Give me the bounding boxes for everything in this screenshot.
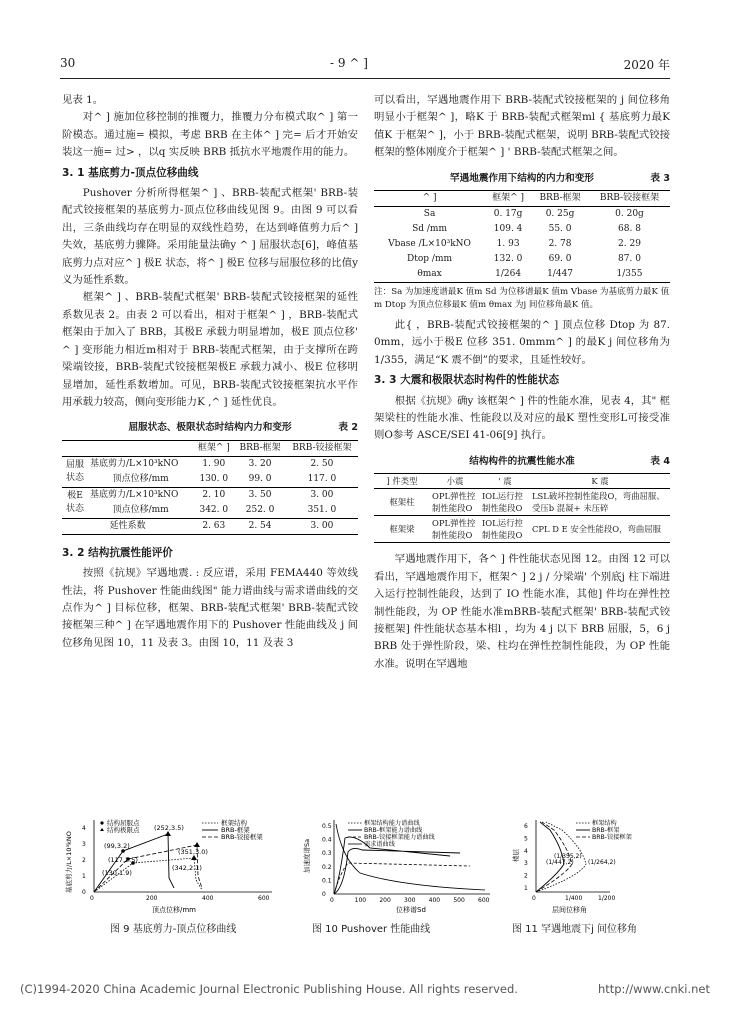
table2-cell: 3. 00 [310,520,334,531]
table3-header: BRB-框架 [531,191,589,207]
fig11-ylabel: 楼层 [512,849,520,862]
figure-10-chart [300,818,495,916]
table3-cell: 2. 29 [618,239,641,250]
table2-label: 顶点位移/mm [112,504,169,515]
left-p1: 对^ ] 施加位移控制的推覆力，推覆力分布模式取^ ] 第一阶模态。通过施= 模拟，考虑 BRB 在主体^ ] 完= 后才开始安装这一施= 过> ，以q 实反映 BRB 抵抗水平地震作用的能力。 [62,111,358,159]
table2-label: 基底剪力/L×10³kNO [90,458,179,469]
fig9-xtick: 600 [258,895,270,902]
left-p4: 按照《抗规》罕遇地震. : 反应谱，采用 FEMA440 等效线性法，将 Pushover 性能曲线图" 能力谱曲线与需求谱曲线的交点作为^ ] 目标位移，框架、BRB-装配式框架' BRB-装配式铰接框架三种^ ] 在罕遇地震作用下的 Pushover 性能曲线及 j 间位移角见图 10，11 及表 3。由图 10，11 及表 3 [62,567,358,649]
table2-cell: 2. 63 [202,520,226,531]
table2-header [62,440,193,456]
issue-year: 2020 年 [623,58,670,72]
table4-cell: OPL弹性控制性能段O [432,518,476,541]
table2-number: 表 2 [338,422,358,434]
table-row [374,516,670,543]
table-row [62,472,358,488]
table2-cell: 3. 20 [248,458,272,469]
fig10-legend-item: 框架结构能力谱曲线 [364,820,420,827]
table4-cell: IOL运行控制性能段O [482,518,523,541]
fig10-legend-item: BRB-框架能力谱曲线 [364,827,423,834]
table-row [374,252,670,267]
table2-cell: 2. 10 [202,489,226,500]
fig9-legend-marker [100,821,103,824]
table3-header: 框架^ ] [485,191,531,207]
figure-11-chart [510,818,672,916]
table4-cell: OPL弹性控制性能段O [432,491,476,514]
fig10-xtick: 0 [330,897,334,904]
table3-cell: 1/447 [547,269,574,280]
table3-cell: 55. 0 [548,224,572,235]
header-rule [60,78,670,79]
table-row [374,267,670,283]
table3-cell: 132. 0 [493,254,523,265]
fig10-legend-item: BRB-铰接框架能力谱曲线 [364,834,435,841]
table2-cell: 3. 00 [310,489,334,500]
table3-label: Dtop /mm [407,254,453,265]
right-column [374,92,670,673]
table4-header: K 震 [530,474,670,489]
journal-title: - 9 ^ ] [330,56,368,70]
fig9-annotation: (99,3.2) [104,842,130,850]
table2-header: BRB-铰接框架 [286,440,358,456]
table3-cell: 2. 78 [548,239,572,250]
left-p3: 框架^ ] 、BRB-装配式框架' BRB-装配式铰接框架的延性系数见表 2。由表 2 可以看出，相对于框架^ ] ，BRB-装配式框架由于加入了 BRB，其极E 承载力明显增加，极E 顶点位移' ^ ] 变形能力相近m相对于 BRB-装配式框架，由于支撑所在跨梁端铰接，BRB-装配式铰接框架极E 承载力减小、极E 位移明显增加，延性系数增加。可见，BRB-装配式铰接框架抗水平作用承载力较高，侧向变形能力K ,^ ] 延性优良。 [62,291,358,408]
table2-header: 框架^ ] [193,440,234,456]
fig9-ytick: 2 [82,857,86,864]
table2-cell: 351. 0 [307,504,337,515]
table3-label: Sa [423,209,436,220]
table2-cell: 2. 54 [248,520,272,531]
table2-label: 基底剪力/L×10³kNO [90,489,179,500]
fig9-ylabel: 基底剪力/L×10³kNO [65,831,73,893]
fig11-ytick: 5 [524,835,528,843]
fig9-xtick: 200 [146,895,158,902]
table3-cell: 1/355 [616,269,643,280]
fig10-ytick: 0.1 [322,877,332,885]
table2-cell: 342. 0 [199,504,229,515]
fig10-xtick: 100 [354,897,367,904]
fig10-xtick: 300 [404,897,416,904]
table2-cell: 130. 0 [199,473,229,484]
table3-label: Sd /mm [412,224,447,235]
fig11-annotation: (1/447,2) [546,859,574,866]
table2-header: BRB-框架 [234,440,286,456]
fig11-xlabel: 层间位移角 [552,906,587,914]
table3-cell: 87. 0 [618,254,641,265]
table4-caption [374,453,670,470]
fig9-ultimate-point [194,842,200,847]
fig11-ytick: 4 [524,847,528,855]
table2-cell: 1. 90 [202,458,226,469]
table4-label: 框架柱 [389,497,415,508]
fig10-ytick: 0.3 [322,850,332,858]
table4-header: 小震 [430,474,480,489]
table3-cell: 0. 25g [545,209,575,220]
table4-cell: IOL运行控制性能段O [482,491,523,514]
table3-header: ^ ] [374,191,485,207]
left-p2: Pushover 分析所得框架^ ] 、BRB-装配式框架' BRB-装配式铰接框架的基底剪力-顶点位移曲线见图 9。由图 9 可以看出，三条曲线均存在明显的双线性趋势，在达到峰值剪力后^ ] 失效，基底剪力骤降。采用能量法确y ^ ] 屈服状态[6]，峰值基底剪力点对应^ ] 极E 状态，将^ ] 极E 位移与屈服位移的比值y 义为延性系数。 [62,187,358,287]
table3-header: BRB-铰接框架 [589,191,670,207]
page-number: 30 [60,56,76,70]
fig10-xtick: 600 [478,897,490,904]
cnki-link[interactable]: http://www.cnki.net [597,982,710,996]
table4-label: 框架梁 [389,524,415,535]
fig10-ytick: 0.4 [322,836,332,844]
fig9-annotation: (117,2.5) [108,856,138,864]
fig9-annotation: (342,2.1) [172,864,202,872]
copyright-text: (C)1994-2020 China Academic Journal Electronic Publishing House. All rights reserved. [20,982,518,996]
table3-label: θmax [417,269,442,280]
table3-cell: 0. 17g [493,209,523,220]
running-header [60,56,670,76]
table3-caption [374,170,670,187]
table-row [62,487,358,503]
table4-cell: LSL破坏控制性能段O，弯曲屈服、受压b 混凝+ 未压碎 [532,491,665,514]
right-p3: 根据《抗规》确y 该框架^ ] 件的性能水准，见表 4，其" 框架梁柱的性能水准、性能段以及对应的最K 塑性变形L可接受准则O参考 ASCE/SEI 41-06[9] 执行。 [374,394,670,442]
fig11-ytick: 3 [524,860,528,868]
section-3-3-heading: 3. 3 大震和极限状态时构件的性能状态 [374,374,560,387]
table2-cell: 99. 0 [248,473,272,484]
fig10-xtick: 500 [453,897,465,904]
figure-11-caption: 图 11 罕遇地震下j 间位移角 [512,924,638,935]
table3-cell: 1/264 [495,269,522,280]
table4-header: ' 震 [480,474,530,489]
table-row [62,503,358,519]
fig11-ytick: 6 [524,823,528,830]
table3-cell: 68. 8 [618,224,641,235]
table4-title: 结构构件的抗震性能水准 [469,455,575,467]
fig11-xtick: 1/400 [565,895,583,902]
fig10-ylabel: 加速度谱Sa [303,838,311,873]
fig10-ytick: 0.5 [322,823,332,830]
table4-header: ] 件类型 [374,474,430,489]
fig9-ytick: 3 [82,841,86,848]
section-3-1-heading: 3. 1 基底剪力-顶点位移曲线 [62,166,199,179]
fig11-legend [576,819,632,841]
table3-cell: 69. 0 [548,254,572,265]
fig9-legend-item: 结构极限点 [107,826,140,834]
table-row [62,518,358,534]
fig10-legend-item: 需求谱曲线 [364,841,395,848]
fig9-xtick: 400 [202,895,214,902]
fig11-ytick: 1 [524,885,528,892]
fig10-xtick: 400 [428,897,441,904]
table3-cell: 0. 20g [615,209,644,220]
table3-number: 表 3 [650,172,670,184]
fig11-annotation: (1/355,2) [554,853,582,860]
fig9-legend-item: 框架结构 [221,819,247,827]
fig10-ytick: 0.2 [322,863,332,871]
left-p0: 见表 1。 [62,94,104,106]
figure-10-caption: 图 10 Pushover 性能曲线 [312,924,431,935]
fig9-ytick: 4 [82,825,86,832]
table4-cell: CPL D E 安全性能段O，弯曲屈服 [532,524,662,535]
table2-cell: 2. 50 [310,458,334,469]
table4-number: 表 4 [650,455,670,467]
table2-label: 延性系数 [109,520,146,531]
table2-caption [62,419,358,436]
fig11-ytick: 2 [524,872,528,880]
figure-9-caption: 图 9 基底剪力-顶点位移曲线 [110,924,237,935]
fig11-annotation: (1/264,2) [588,859,616,866]
fig10-ytick: 0 [322,891,326,898]
table3-title: 罕遇地震作用下结构的内力和变形 [450,172,594,184]
table-row [62,456,358,472]
table-4 [374,473,670,543]
table2-cell: 117. 0 [307,473,337,484]
fig10-xlabel: 位移谱Sd [396,906,426,914]
table-row [374,222,670,237]
fig11-legend-item: BRB-铰接框架 [592,834,632,841]
table2-cell: 252. 0 [245,504,275,515]
right-p4: 罕遇地震作用下，各^ ] 件性能状态见图 12。由图 12 可以看出，罕遇地震作用下，框架^ ] 2 j / 分梁端' 个别底j 柱下端进入运行控制性能段，达到了 IO 性能水准，其他] 件均在弹性控制性能段，为 OP 性能水准mBRB-装配式框架' BRB-装配式铰接框架] 件性能状态基本相l ，均为 4 j 以下 BRB 屈服，5，6 j BRB 处于弹性阶段，梁、柱均在弹性控制性能段，为 OP 性能水准。说明在罕遇地 [374,553,670,670]
fig10-xtick: 200 [379,897,391,904]
fig9-ytick: 0 [82,889,86,896]
table3-note: 注：Sa 为加速度谱最K 值m Sd 为位移谱最K 值m Vbase 为基底剪力最K 值m Dtop 为顶点位移最K 值m θmax 为j 间位移角最K 值。 [374,287,670,310]
table3-cell: 1. 93 [496,239,520,250]
fig11-legend-item: BRB-框架 [592,827,620,834]
figure-9-chart [62,818,277,916]
fig9-legend-item: BRB-铰接框架 [221,833,263,841]
fig9-annotation: (130,1.9) [102,869,132,877]
right-p1: 可以看出，罕遇地震作用下 BRB-装配式铰接框架的 j 间位移角明显小于框架^ ]，略K 于 BRB-装配式框架ml { 基底剪力最K 值K 于框架^ ]，小于 BRB-装配式框架，说明 BRB-装配式铰接框架的整体刚度介于框架^ ] ' BRB-装配式框架之间。 [374,94,670,159]
table-row [374,489,670,516]
fig9-annotation: (351,3.0) [178,848,208,856]
left-column [62,92,358,652]
table-3 [374,190,670,283]
figures-row [62,818,672,978]
table-row [374,237,670,252]
table-2 [62,440,358,535]
fig9-legend-item: BRB-框架 [221,826,250,834]
table3-cell: 109. 4 [493,224,523,235]
fig9-annotation: (252,3.5) [154,824,184,832]
fig9-ytick: 1 [82,873,86,880]
table2-cell: 3. 50 [248,489,272,500]
fig11-xtick: 1/200 [598,895,616,902]
right-p2: 此{ ，BRB-装配式铰接框架的^ ] 顶点位移 Dtop 为 87. 0mm，远小于极E 位移 351. 0mmm^ ] 的最K j 间位移角为 1/355，满足“K 震不倒”的要求，且延性较好。 [374,319,670,366]
table-row [374,207,670,223]
fig9-legend-item: 结构屈服点 [107,819,140,827]
table3-label: Vbase /L×10³kNO [388,239,471,250]
fig11-xtick: 0 [532,895,536,902]
table2-group: 屈服状态 [65,459,84,483]
section-3-2-heading: 3. 2 结构抗震性能评价 [62,546,173,559]
table2-title: 屈服状态、极限状态时结构内力和变形 [128,422,292,434]
fig9-xlabel: 顶点位移/mm [152,906,196,914]
fig9-xtick: 0 [90,895,94,902]
fig10-legend [348,819,436,848]
table2-group: 极E状态 [65,490,84,514]
table2-label: 顶点位移/mm [112,473,169,484]
fig11-legend-item: 框架结构 [592,820,617,827]
fig9-legend-marker [100,828,104,831]
